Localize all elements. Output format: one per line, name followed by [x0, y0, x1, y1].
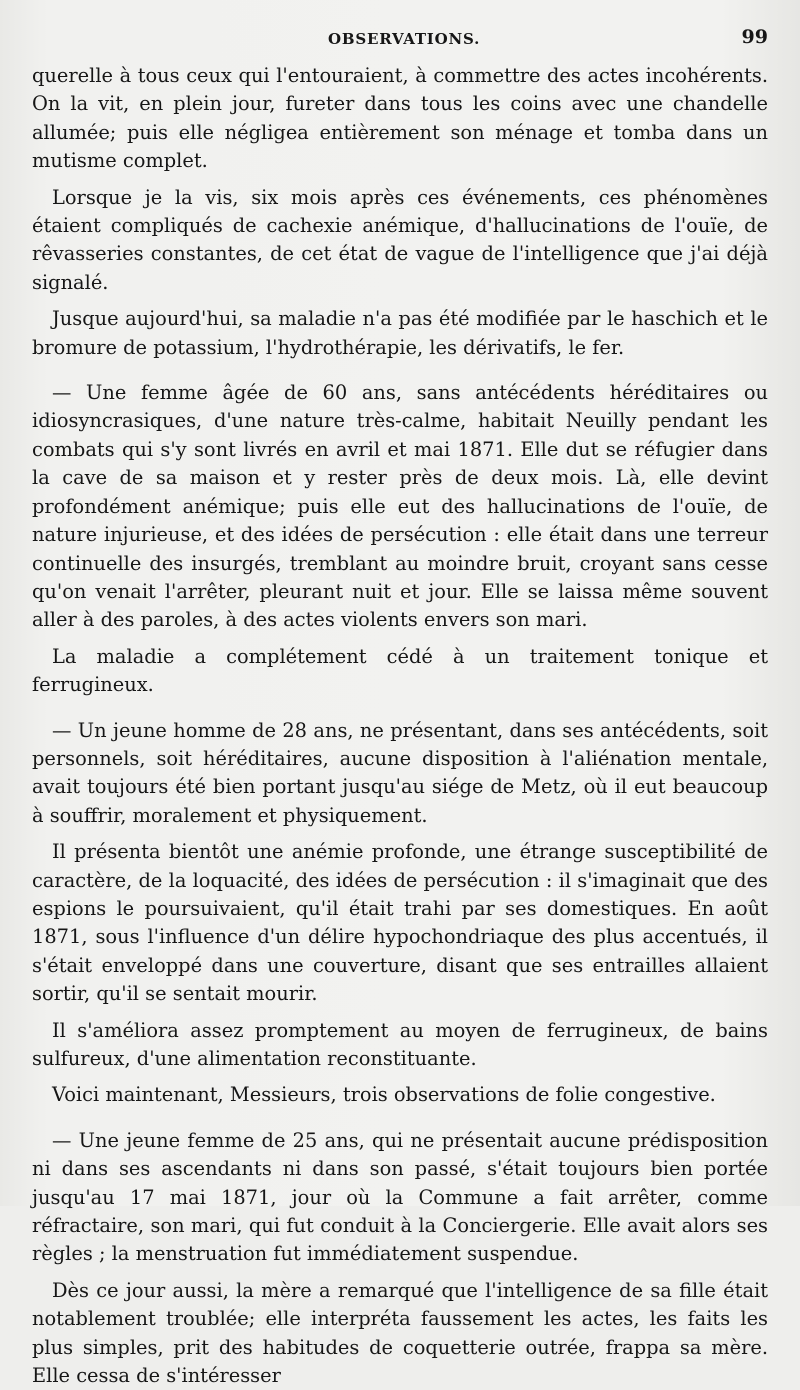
- page-header: [32, 26, 768, 56]
- body-text: [32, 62, 768, 1390]
- paragraph-observation: — Une jeune femme de 25 ans, qui ne présentait aucune prédisposition ni dans ses ascendants ni dans son passé, s'était toujours bien portée jusqu'au 17 mai 1871, jour où la Commune a fait arrêter, comme réfractaire, son mari, qui fut conduit à la Conciergerie. Elle avait alors ses règles ; la menstruation fut immédiatement suspendue.: [32, 1128, 768, 1266]
- paragraph: Jusque aujourd'hui, sa maladie n'a pas été modifiée par le haschich et le bromure de potassium, l'hydrothérapie, les dérivatifs, le fer.: [32, 307, 768, 359]
- paragraph-observation: — Un jeune homme de 28 ans, ne présentant, dans ses antécédents, soit personnels, soit héréditaires, aucune disposition à l'aliénation mentale, avait toujours été bien portant jusqu'au siége de Metz, où il eut beaucoup à souffrir, moralement et physiquement.: [32, 718, 768, 827]
- paragraph: Il s'améliora assez promptement au moyen de ferrugineux, de bains sulfureux, d'une alimentation reconstituante.: [32, 1018, 768, 1070]
- paragraph: La maladie a complétement cédé à un traitement tonique et ferrugineux.: [32, 644, 768, 697]
- paragraph-continuation: querelle à tous ceux qui l'entouraient, à commettre des actes incohérents. On la vit, en plein jour, fureter dans tous les coins avec une chandelle allumée; puis elle négligea entièrement son ménage et tomba dans un mutisme complet.: [32, 64, 768, 173]
- paragraph-observation: — Une femme âgée de 60 ans, sans antécédents héréditaires ou idiosyncrasiques, d'une nature très-calme, habitait Neuilly pendant les combats qui s'y sont livrés en avril et mai 1871. Elle dut se réfugier dans la cave de sa maison et y rester près de deux mois. Là, elle devint profondément anémique; puis elle eut des hallucinations de l'ouïe, de nature injurieuse, et des idées de persécution : elle était dans une terreur continuelle des insurgés, tremblant au moindre bruit, croyant sans cesse qu'on venait l'arrêter, pleurant nuit et jour. Elle se laissa même souvent aller à des paroles, à des actes violents envers son mari.: [32, 381, 768, 632]
- paragraph: Lorsque je la vis, six mois après ces événements, ces phénomènes étaient compliqués de cachexie anémique, d'hallucinations de l'ouïe, de rêvasseries constantes, de cet état de vague de l'intelligence que j'ai déjà signalé.: [32, 185, 768, 294]
- paragraph: Dès ce jour aussi, la mère a remarqué que l'intelligence de sa fille était notablement troublée; elle interpréta faussement les actes, les faits les plus simples, prit des habitudes de coquetterie outrée, frappa sa mère. Elle cessa de s'intéresser: [32, 1278, 768, 1388]
- running-title: OBSERVATIONS.: [328, 30, 481, 48]
- page-number: 99: [741, 26, 768, 48]
- paragraph: Voici maintenant, Messieurs, trois observations de folie congestive.: [52, 1083, 716, 1107]
- paragraph: Il présenta bientôt une anémie profonde, une étrange susceptibilité de caractère, de la loquacité, des idées de persécution : il s'imaginait que des espions le poursuivaient, qu'il était trahi par ses domestiques. En août 1871, sous l'influence d'un délire hypochondriaque des plus accentués, il s'était enveloppé dans une couverture, disant que ses entrailles allaient sortir, qu'il se sentait mourir.: [32, 840, 768, 1006]
